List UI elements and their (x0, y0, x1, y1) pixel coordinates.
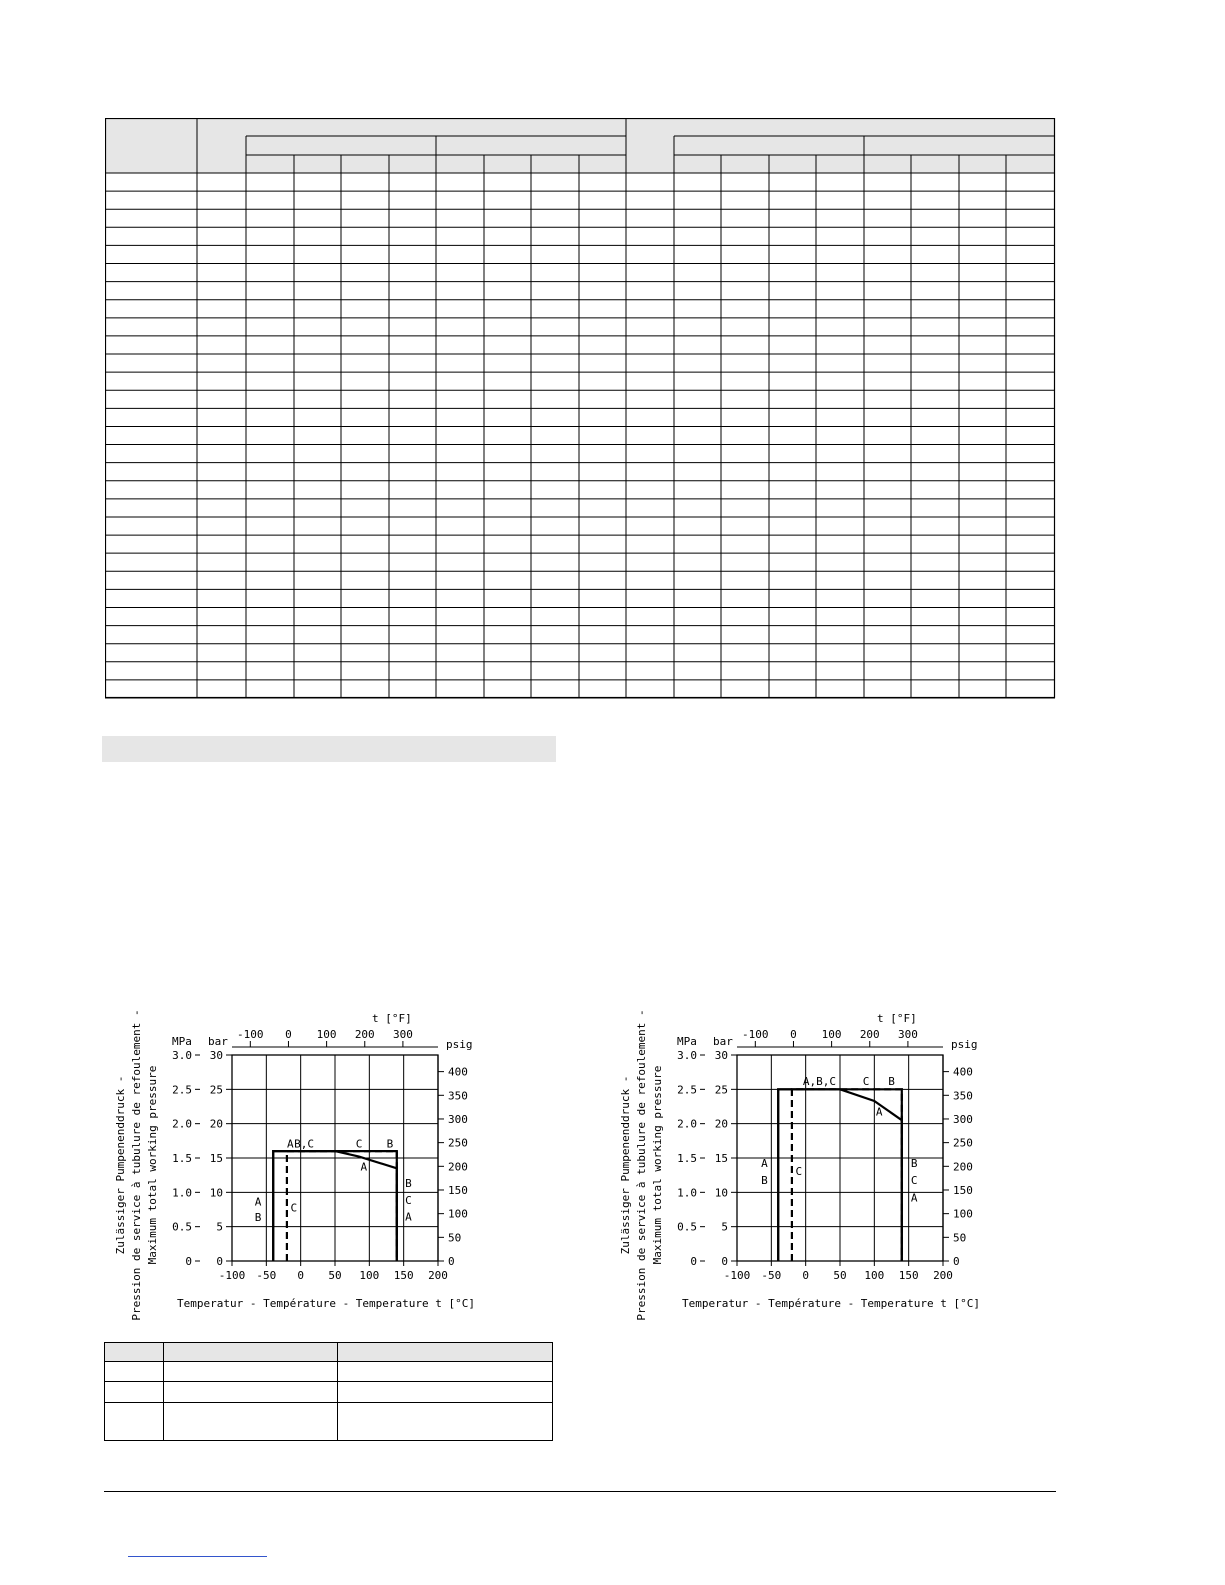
y-axis-title: Pression de service à tubulure de refoulement - (635, 1009, 648, 1321)
psig-tick-label: 350 (953, 1089, 973, 1103)
curve-label: A (287, 1137, 294, 1151)
psig-tick-label: 300 (448, 1112, 468, 1126)
psig-tick-label: 100 (953, 1207, 973, 1221)
curve-label: B,C (294, 1137, 315, 1151)
curve-label: C (355, 1137, 363, 1151)
y-tick-label-bar: 15 (209, 1152, 223, 1165)
curve-label: A (875, 1105, 883, 1119)
x-tick-label-c: -50 (256, 1269, 277, 1282)
psig-tick-label: 200 (953, 1160, 973, 1174)
y-axis-title: Zulässiger Pumpenenddruck - (114, 1075, 127, 1255)
x-tick-label-f: 300 (897, 1028, 918, 1041)
legend-cell (338, 1382, 553, 1402)
curve-label: B (888, 1075, 895, 1089)
x-tick-label-c: 100 (864, 1269, 885, 1282)
psig-tick-label: 100 (448, 1207, 468, 1221)
legend-cell (338, 1343, 553, 1362)
legend-cell (164, 1362, 338, 1382)
x-tick-label-c: 200 (933, 1269, 953, 1282)
psig-tick-label: 350 (448, 1089, 468, 1103)
curve-label: C (405, 1194, 412, 1208)
y-tick-label-bar: 10 (209, 1186, 223, 1200)
x-tick-label-f: 100 (821, 1028, 842, 1041)
y-tick-label-bar: 15 (714, 1152, 728, 1165)
x-tick-label-c: 200 (428, 1269, 448, 1282)
series-c (287, 1151, 397, 1261)
x-tick-label-c: 50 (833, 1269, 847, 1282)
y-tick-label-mpa: 3.0 (172, 1049, 192, 1062)
y-tick-label-bar: 20 (714, 1117, 728, 1131)
y-tick-label-bar: 30 (714, 1049, 728, 1062)
x-tick-label-f: -100 (742, 1028, 769, 1041)
y-tick-label-mpa: 1.0 (677, 1186, 697, 1200)
x-tick-label-c: 150 (898, 1269, 919, 1282)
pressure-chart-right (605, 1005, 1025, 1325)
section-heading-bar (102, 736, 556, 762)
mpa-axis-label: MPa (677, 1035, 697, 1048)
x-tick-label-f: 0 (285, 1028, 292, 1041)
psig-tick-label: 50 (953, 1231, 967, 1245)
psig-tick-label: 0 (953, 1255, 960, 1268)
bar-axis-label: bar (713, 1035, 733, 1048)
y-tick-label-mpa: 2.5 (677, 1083, 697, 1097)
data-table (105, 118, 1057, 700)
x-tick-label-f: 100 (316, 1028, 337, 1041)
y-axis-title: Pression de service à tubulure de refoulement - (130, 1009, 143, 1321)
curve-label: C (290, 1201, 298, 1215)
curve-label: A (910, 1191, 918, 1205)
curve-label: B (761, 1174, 768, 1188)
x-tick-label-c: 0 (802, 1269, 809, 1282)
y-axis-title: Maximum total working pressure (146, 1065, 159, 1265)
y-tick-label-mpa: 2.0 (677, 1117, 697, 1131)
curve-label: A,B,C (802, 1075, 836, 1089)
curve-label: B (405, 1176, 412, 1190)
x-tick-label-c: 0 (297, 1269, 304, 1282)
f-axis-label: t [°F] (372, 1012, 412, 1025)
y-tick-label-mpa: 1.5 (677, 1152, 697, 1165)
x-tick-label-f: 300 (392, 1028, 413, 1041)
psig-tick-label: 0 (448, 1255, 455, 1268)
y-tick-label-mpa: 3.0 (677, 1049, 697, 1062)
curve-label: C (862, 1075, 870, 1089)
psig-tick-label: 150 (448, 1183, 468, 1197)
y-tick-label-mpa: 2.0 (172, 1117, 192, 1131)
pressure-chart-left (100, 1005, 520, 1325)
x-tick-label-f: 0 (790, 1028, 797, 1041)
legend-cell (164, 1402, 338, 1440)
mpa-axis-label: MPa (172, 1035, 192, 1048)
curve-label: A (405, 1210, 412, 1224)
y-axis-title: Maximum total working pressure (651, 1065, 664, 1265)
y-tick-label-mpa: 0 (690, 1255, 697, 1268)
y-tick-label-bar: 25 (714, 1083, 728, 1097)
y-tick-label-mpa: 1.0 (172, 1186, 192, 1200)
legend-cell (105, 1382, 164, 1402)
legend-cell (105, 1362, 164, 1382)
psig-tick-label: 50 (448, 1231, 462, 1245)
legend-cell (164, 1343, 338, 1362)
legend-cell (338, 1402, 553, 1440)
y-tick-label-mpa: 2.5 (172, 1083, 192, 1097)
x-tick-label-c: 50 (328, 1269, 342, 1282)
legend-cell (338, 1362, 553, 1382)
y-tick-label-bar: 20 (209, 1117, 223, 1131)
y-tick-label-mpa: 0.5 (172, 1220, 192, 1234)
curve-label: A (254, 1195, 262, 1209)
bar-axis-label: bar (208, 1035, 228, 1048)
y-tick-label-mpa: 1.5 (172, 1152, 192, 1165)
y-tick-label-mpa: 0.5 (677, 1220, 697, 1234)
psig-tick-label: 250 (448, 1136, 468, 1150)
legend-cell (164, 1382, 338, 1402)
legend-table-row (105, 1362, 553, 1382)
y-tick-label-bar: 0 (721, 1255, 728, 1268)
x-axis-title: Temperatur - Température - Temperature t [°C] (177, 1297, 476, 1310)
footer-link-underline[interactable] (128, 1556, 267, 1557)
y-tick-label-bar: 5 (216, 1220, 223, 1234)
x-tick-label-c: -100 (218, 1269, 246, 1282)
psig-tick-label: 300 (953, 1112, 973, 1126)
curve-label: B (254, 1211, 262, 1225)
series-c (792, 1089, 902, 1261)
legend-table-header (105, 1343, 553, 1362)
y-tick-label-bar: 30 (209, 1049, 223, 1062)
f-axis-label: t [°F] (877, 1012, 917, 1025)
psig-tick-label: 150 (953, 1183, 973, 1197)
legend-table (104, 1342, 553, 1441)
x-tick-label-c: 100 (359, 1269, 380, 1282)
curve-label: B (386, 1137, 394, 1151)
x-tick-label-c: 150 (393, 1269, 414, 1282)
y-tick-label-bar: 10 (714, 1186, 728, 1200)
psig-axis-label: psig (446, 1038, 473, 1051)
y-axis-title: Zulässiger Pumpenenddruck - (619, 1075, 632, 1255)
footer-rule (104, 1491, 1056, 1492)
curve-label: A (360, 1160, 368, 1174)
legend-table-row (105, 1402, 553, 1440)
y-tick-label-bar: 0 (216, 1255, 223, 1268)
legend-table-row (105, 1382, 553, 1402)
x-tick-label-f: 200 (354, 1028, 375, 1041)
x-tick-label-f: 200 (859, 1028, 880, 1041)
y-tick-label-bar: 5 (721, 1220, 728, 1234)
x-tick-label-c: -100 (723, 1269, 751, 1282)
curve-label: C (795, 1165, 803, 1179)
x-tick-label-c: -50 (761, 1269, 782, 1282)
y-tick-label-mpa: 0 (185, 1255, 192, 1268)
legend-cell (105, 1343, 164, 1362)
curve-label: A (761, 1156, 768, 1170)
psig-axis-label: psig (951, 1038, 978, 1051)
psig-tick-label: 250 (953, 1136, 973, 1150)
table-header-bg (105, 118, 1055, 173)
psig-tick-label: 400 (953, 1065, 973, 1079)
y-tick-label-bar: 25 (209, 1083, 223, 1097)
psig-tick-label: 200 (448, 1160, 468, 1174)
psig-tick-label: 400 (448, 1065, 468, 1079)
curve-label: B (910, 1156, 918, 1170)
legend-cell (105, 1402, 164, 1440)
x-axis-title: Temperatur - Température - Temperature t [°C] (682, 1297, 981, 1310)
x-tick-label-f: -100 (237, 1028, 264, 1041)
curve-label: C (910, 1174, 918, 1188)
